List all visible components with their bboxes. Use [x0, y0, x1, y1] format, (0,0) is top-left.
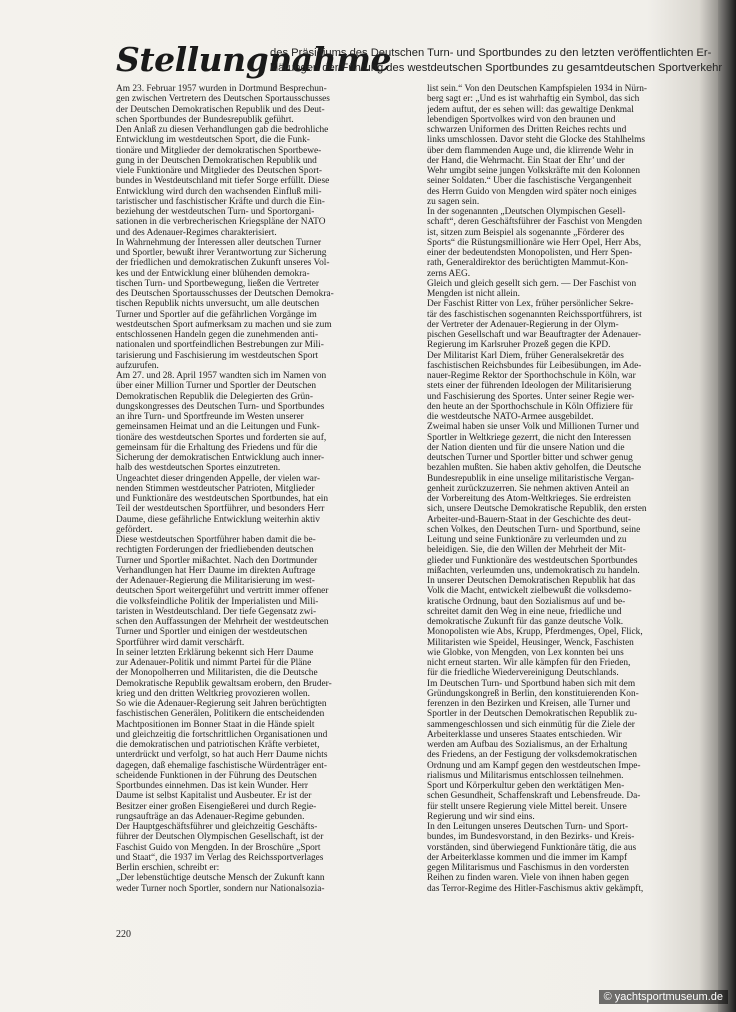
- text-line: schen Volkes, den Deutschen Turn- und Sportbund, seine: [427, 524, 641, 535]
- text-line: für stellt unsere Regierung viele Mittel bereit. Unsere: [427, 801, 627, 812]
- text-line: Der Militarist Karl Diem, früher Generalsekretär des: [427, 350, 624, 361]
- text-line: Militaristen wie Speidel, Heusinger, Wenck, Faschisten: [427, 637, 634, 648]
- text-line: Arbeiterklasse und unseres Staates entschieden. Wir: [427, 729, 622, 740]
- text-line: Sportler in Weltkriege gezerrt, die nicht den Interessen: [427, 432, 632, 443]
- text-line: zur Adenauer-Politik und nimmt Partei für die Pläne: [116, 658, 312, 668]
- text-line: sammengeschlossen und sich einmütig für die Ziele der: [427, 719, 635, 730]
- text-line: viele Funktionäre und Mitglieder des Deutschen Sport-: [116, 166, 323, 176]
- text-line: tischen Republik nichts unversucht, um alle deutschen: [116, 299, 320, 310]
- text-line: Den Anlaß zu diesen Verhandlungen gab die bedrohliche: [116, 125, 329, 135]
- text-line: Demokratische Republik gewaltsam erobern, den Bruder-: [116, 678, 332, 689]
- article-title: Stellungnahme: [116, 40, 391, 79]
- text-line: Im Deutschen Turn- und Sportbund haben sich mit dem: [427, 678, 636, 689]
- text-line: Volk die Macht, entwickelt zielbewußt die volksdemo-: [427, 586, 632, 597]
- text-line: der friedlichen und demokratischen Zukunft unseres Vol-: [116, 258, 330, 269]
- text-line: gemeinsam für die Erhaltung des Friedens und für die: [116, 442, 318, 453]
- text-line: Demokratischen Republik die Delegierten des Grün-: [116, 391, 313, 402]
- text-line: vorständen, sind überwiegend Funktionäre tätig, die aus: [427, 842, 637, 853]
- text-line: beleidigen. Sie, die den Willen der Mehrheit der Mit-: [427, 545, 626, 556]
- text-line: glieder und Funktionäre des westdeutschen Sportbundes: [427, 555, 638, 566]
- text-line: an ihre Turn- und Sportfreunde im Westen unserer: [116, 412, 304, 422]
- text-line: gung in der Deutschen Demokratischen Republik und: [116, 155, 317, 166]
- text-line: faschistischen Reichsbundes für Leibesübungen, im Ade-: [427, 360, 642, 371]
- text-line: die volksfeindliche Politik der Imperialisten und Mili-: [116, 596, 319, 607]
- text-line: gemeinsamen Heimat und an die Leitungen und Funk-: [116, 422, 320, 433]
- text-line: bundes in Westdeutschland mit tiefer Sorge erfüllt. Diese: [116, 176, 330, 187]
- text-line: zu sagen sein.: [427, 196, 480, 207]
- text-line: Verhandlungen hat Herr Daume im direkten Auftrage: [116, 565, 316, 576]
- text-line: scheidende Funktionen in der Führung des Deutschen: [116, 770, 317, 781]
- text-line: Sport und Körperkultur geben den werktätigen Men-: [427, 781, 625, 791]
- text-line: werden am Aufbau des Sozialismus, an der Erhaltung: [427, 740, 628, 750]
- text-line: entschlossenen Handeln gegen die zunehmenden anti-: [116, 330, 319, 340]
- text-line: Turner und Sportler und einigen der westdeutschen: [116, 627, 308, 638]
- text-line: schaft“, deren Geschäftsführer der Faschist von Mengden: [427, 217, 643, 228]
- text-line: schwarzen Uniformen des Dritten Reiches rechts und: [427, 125, 627, 135]
- text-line: gegen Militarismus und Faschismus in den vordersten: [427, 863, 629, 873]
- text-line: zerns AEG.: [427, 268, 471, 279]
- text-line: ferenzen in den Bezirken und Kreisen, alle Turner und: [427, 699, 631, 709]
- text-line: In den Leitungen unseres Deutschen Turn- und Sport-: [427, 822, 629, 832]
- text-line: faschistischen Generälen, Politikern die entscheidenden: [116, 709, 325, 720]
- text-line: die demokratischen und patriotischen Kräfte verbietet,: [116, 740, 320, 750]
- text-line: Machtpositionen im Bonner Staat in die Hände spielt: [116, 719, 315, 730]
- text-line: nenden Stimmen westdeutscher Patrioten, Mitglieder: [116, 483, 315, 494]
- text-line: Berlin erschien, schreibt er:: [116, 863, 220, 873]
- text-line: Turner und Sportler auf die gefährlichen Vorgänge im: [116, 309, 317, 320]
- text-line: Reihen zu finden waren. Viele von ihnen haben gegen: [427, 873, 629, 884]
- text-line: dungskongresses des Deutschen Turn- und Sportbundes: [116, 401, 325, 412]
- text-line: lebendigen Sportvolkes wird von den braunen und: [427, 114, 616, 125]
- text-line: bezahlen mußten. Sie haben aktiv geholfen, die Deutsche: [427, 463, 642, 474]
- text-line: Sports“ die Rüstungsmillionäre wie Herr Opel, Herr Abs,: [427, 237, 642, 248]
- text-line: In unserer Deutschen Demokratischen Republik hat das: [427, 576, 636, 586]
- text-line: In Wahrnehmung der Interessen aller deutschen Turner: [116, 237, 322, 248]
- text-line: Daume, diese gefährliche Entwicklung weiterhin aktiv: [116, 514, 320, 525]
- subtitle-line: des Präsidiums des Deutschen Turn- und Sportbundes zu den letzten veröffentlichten Er-: [270, 47, 712, 59]
- text-line: demokratische Zukunft für das ganze deutsche Volk.: [427, 617, 624, 627]
- text-line: die westdeutsche NATO-Armee ausgebildet.: [427, 412, 594, 422]
- text-line: Sportführer wird damit verschärft.: [116, 637, 245, 648]
- text-line: nicht erneut starten. Wir alle kämpfen für den Frieden,: [427, 658, 631, 668]
- text-line: kratische Ordnung, baut den Sozialismus auf und be-: [427, 596, 626, 607]
- text-line: der Hand, die Wehrmacht. Ein Staat der Ehr’ und der: [427, 155, 625, 166]
- text-line: der Adenauer-Regierung die Militarisierung im west-: [116, 576, 315, 586]
- right-text-column: [427, 84, 715, 894]
- text-line: list sein.“ Von den Deutschen Kampfspielen 1934 in Nürn-: [427, 84, 647, 94]
- text-line: weder Turner noch Sportler, sondern nur Nationalsozia-: [116, 883, 325, 894]
- text-line: Entwicklung im westdeutschen Sport, die die Funk-: [116, 135, 310, 146]
- text-line: unterdrückt und verfolgt, so hat auch Herr Daume nichts: [116, 750, 328, 761]
- text-line: und des Adenauer-Regimes charakterisiert.: [116, 227, 277, 238]
- text-line: Regierung und wir sind eins.: [427, 811, 535, 822]
- text-line: schreitet damit den Weg in eine neue, friedliche und: [427, 606, 622, 617]
- text-line: genheit zurückzuzerren. Sie nehmen aktiven Anteil an: [427, 483, 630, 494]
- text-line: taristischer und faschistischer Kräfte und durch die Ein-: [116, 196, 325, 207]
- text-line: Teil der westdeutschen Sportführer, und besonders Herr: [116, 504, 325, 515]
- text-line: tär des faschistischen sogenannten Reichssportführers, ist: [427, 309, 642, 320]
- text-line: seiner Soldaten.“ Über die faschistische Vergangenheit: [427, 176, 632, 187]
- text-line: Gründungskongreß in Berlin, den konstituierenden Kon-: [427, 688, 639, 699]
- text-line: Faschist Guido von Mengden. In der Broschüre „Sport: [116, 842, 321, 853]
- text-line: den heute an der Sporthochschule in Köln Offiziere für: [427, 401, 633, 412]
- text-line: der Deutschen Demokratischen Republik und des Deut-: [116, 104, 325, 115]
- text-line: der Arbeiterklasse kommen und die immer im Kampf: [427, 852, 628, 863]
- text-line: westdeutschen Sport aufmerksam zu machen und sie zum: [116, 319, 332, 330]
- text-line: Diese westdeutschen Sportführer haben damit die be-: [116, 535, 316, 545]
- text-line: bundes, im Bundesvorstand, in den Bezirks- und Kreis-: [427, 832, 635, 843]
- text-line: Am 27. und 28. April 1957 wandten sich im Namen von: [116, 371, 327, 381]
- text-line: sich, unsere Deutsche Demokratische Republik, den ersten: [427, 504, 647, 515]
- subtitle-line: klärungen der Führung des westdeutschen Sportbundes zu gesamtdeutschen Sportverkehr: [270, 61, 722, 74]
- text-line: Bundesrepublik in eine unselige militaristische Vergan-: [427, 473, 634, 484]
- text-line: „Der lebenstüchtige deutsche Mensch der Zukunft kann: [116, 873, 325, 884]
- text-line: tarisierung und Faschisierung im westdeutschen Sport: [116, 350, 319, 361]
- text-line: Sicherung der demokratischen Entwicklung auch inner-: [116, 453, 325, 463]
- text-line: kes und der Entwicklung einer blühenden demokra-: [116, 268, 310, 279]
- text-line: Sportler in der Deutschen Demokratischen Republik zu-: [427, 709, 638, 720]
- text-line: krieg und den dritten Weltkrieg provozieren wollen.: [116, 688, 310, 699]
- text-line: beziehung der westdeutschen Turn- und Sportorgani-: [116, 207, 315, 217]
- text-line: nationalen und sportfeindlichen Bestrebungen zur Mili-: [116, 340, 324, 351]
- left-text-column: [116, 84, 421, 894]
- text-line: gefördert.: [116, 524, 153, 535]
- text-line: wie Globke, von Mengden, von Lex konnten bei uns: [427, 647, 624, 658]
- text-line: Mengden ist nicht allein.: [427, 289, 520, 299]
- text-line: führer der Deutschen Olympischen Gesellschaft, ist der: [116, 832, 324, 843]
- text-line: Der Hauptgeschäftsführer und gleichzeitig Geschäfts-: [116, 822, 318, 832]
- text-line: rungsaufträge an das Adenauer-Regime gebunden.: [116, 811, 305, 822]
- text-line: der Vorbereitung des Atom-Weltkrieges. Sie erdreisten: [427, 494, 631, 504]
- text-line: Am 23. Februar 1957 wurden in Dortmund Besprechun-: [116, 84, 327, 94]
- text-line: und gleichzeitig die fortschrittlichen Organisationen und: [116, 729, 328, 740]
- text-line: sationen in die verbrecherischen Kriegspläne der NATO: [116, 217, 326, 228]
- text-line: nauer-Regime Rektor der Sporthochschule in Köln, war: [427, 371, 636, 381]
- text-line: Besitzer einer großen Eisengießerei und durch Regie-: [116, 801, 317, 812]
- text-line: des Herrn Guido von Mengden wird später noch einiges: [427, 186, 637, 197]
- text-line: und Staat“, die 1937 im Verlag des Reichssportverlages: [116, 852, 324, 863]
- text-line: einer der bedeutendsten Monopolisten, und Herr Spen-: [427, 248, 633, 258]
- text-line: das Terror-Regime des Hitler-Faschismus aktiv gekämpft,: [427, 883, 644, 894]
- article-subtitle: [270, 46, 722, 75]
- text-line: rechtigten Forderungen der friedliebenden deutschen: [116, 545, 314, 556]
- text-line: Zweimal haben sie unser Volk und Millionen Turner und: [427, 422, 639, 433]
- text-line: Monopolisten wie Abs, Krupp, Pferdmenges, Opel, Flick,: [427, 627, 643, 638]
- watermark-credit: © yachtsportmuseum.de: [599, 990, 728, 1004]
- text-line: berg sagt er: „Und es ist wahrhaftig ein Symbol, das sich: [427, 94, 640, 105]
- text-line: über einer Million Turner und Sportler der Deutschen: [116, 381, 317, 392]
- text-line: Gleich und gleich gesellt sich gern. — Der Faschist von: [427, 278, 637, 289]
- text-line: Turner und Sportler mißachtet. Nach den Dortmunder: [116, 555, 318, 566]
- text-line: deutschen Turner und Sportler bitter und schwer genug: [427, 453, 633, 463]
- text-line: rialismus und Militarismus entschlossen teilnehmen.: [427, 770, 624, 781]
- text-line: schen Sportbundes der Bundesrepublik geführt.: [116, 114, 294, 125]
- text-line: ist, sitzen zum Beispiel als sogenannte „Förderer des: [427, 227, 625, 238]
- text-line: Ordnung und am Kampf gegen den westdeutschen Impe-: [427, 760, 641, 771]
- text-line: deutschen Sport weitergeführt und vertritt immer offener: [116, 586, 329, 597]
- text-line: der Vertreter der Adenauer-Regierung in der Olym-: [427, 319, 619, 330]
- text-line: pischen Gesellschaft und war Beauftragter der Adenauer-: [427, 330, 642, 340]
- text-line: aufzurufen.: [116, 360, 159, 371]
- book-spine-shadow: [718, 0, 736, 1012]
- text-line: und Sportler, bewußt ihrer Verantwortung zur Sicherung: [116, 248, 327, 258]
- text-line: Entwicklung wird durch den wachsenden Einfluß mili-: [116, 186, 322, 197]
- text-line: tionäre des westdeutschen Sportes und forderten sie auf,: [116, 432, 327, 443]
- text-line: des Deutschen Sportausschusses der Deutschen Demokra-: [116, 289, 334, 299]
- text-line: Leitung und seine Funktionäre zu verleumden und zu: [427, 535, 627, 545]
- page-number: 220: [116, 929, 131, 940]
- text-line: In der sogenannten „Deutschen Olympischen Gesell-: [427, 207, 626, 217]
- text-line: In seiner letzten Erklärung bekennt sich Herr Daume: [116, 647, 314, 658]
- text-line: Daume ist selbst Kapitalist und Ausbeuter. Er ist der: [116, 791, 312, 802]
- text-line: tischen Turn- und Sportbewegung, ließen die Vertreter: [116, 278, 320, 289]
- text-line: und Funktionäre des westdeutschen Sportbundes, hat ein: [116, 494, 329, 504]
- text-line: Der Faschist Ritter von Lex, früher persönlicher Sekre-: [427, 299, 634, 310]
- text-line: taristen in Westdeutschland. Der tiefe Gegensatz zwi-: [116, 606, 317, 617]
- text-line: und Faschisierung des Sportes. Unter seiner Regie wer-: [427, 391, 635, 402]
- text-line: halb des westdeutschen Sportes einzutreten.: [116, 463, 281, 474]
- text-line: gen zwischen Vertretern des Deutschen Sportausschusses: [116, 94, 330, 105]
- text-line: links umschlossen. Davor steht die Glocke des Stahlhelms: [427, 135, 645, 146]
- text-line: der Monopolherren und Militaristen, die die Deutsche: [116, 668, 318, 679]
- text-line: dagegen, daß ehemalige faschistische Würdenträger ent-: [116, 760, 328, 771]
- text-line: Wehr umgibt seine jungen Volkskräfte mit den Kolonnen: [427, 166, 640, 176]
- text-line: jedem auftut, der es sehen will: das gewaltige Denkmal: [427, 104, 634, 115]
- text-line: Arbeiter-und-Bauern-Staat in der Geschichte des deut-: [427, 514, 631, 525]
- text-line: schen Gesundheit, Schaffenskraft und Lebensfreude. Da-: [427, 791, 641, 802]
- text-line: mißachten, verleumden uns, undemokratisch zu handeln.: [427, 565, 640, 576]
- text-line: schen den Auffassungen der Mehrheit der westdeutschen: [116, 617, 329, 627]
- text-line: für die friedliche Wiedervereinigung Deutschlands.: [427, 668, 619, 679]
- text-line: Sportbundes einnehmen. Das ist kein Wunder. Herr: [116, 781, 308, 791]
- text-line: stets einer der führenden Ideologen der Militarisierung: [427, 381, 632, 392]
- text-line: des Friedens, an der Festigung der volksdemokratischen: [427, 750, 637, 761]
- text-line: über dem flammenden Auge und, die klirrende Wehr in: [427, 145, 634, 156]
- text-line: So wie die Adenauer-Regierung seit Jahren berüchtigten: [116, 699, 327, 709]
- text-line: der Nation dienten und für die unsere Nation und die: [427, 442, 625, 453]
- text-line: rath, Generaldirektor des berüchtigten Mammut-Kon-: [427, 258, 629, 269]
- text-line: Ungeachtet dieser dringenden Appelle, der vielen war-: [116, 473, 320, 484]
- text-line: tionäre und Mitglieder der demokratischen Sportbewe-: [116, 145, 322, 156]
- text-line: Regierung im Karlsruher Prozeß gegen die KPD.: [427, 340, 611, 351]
